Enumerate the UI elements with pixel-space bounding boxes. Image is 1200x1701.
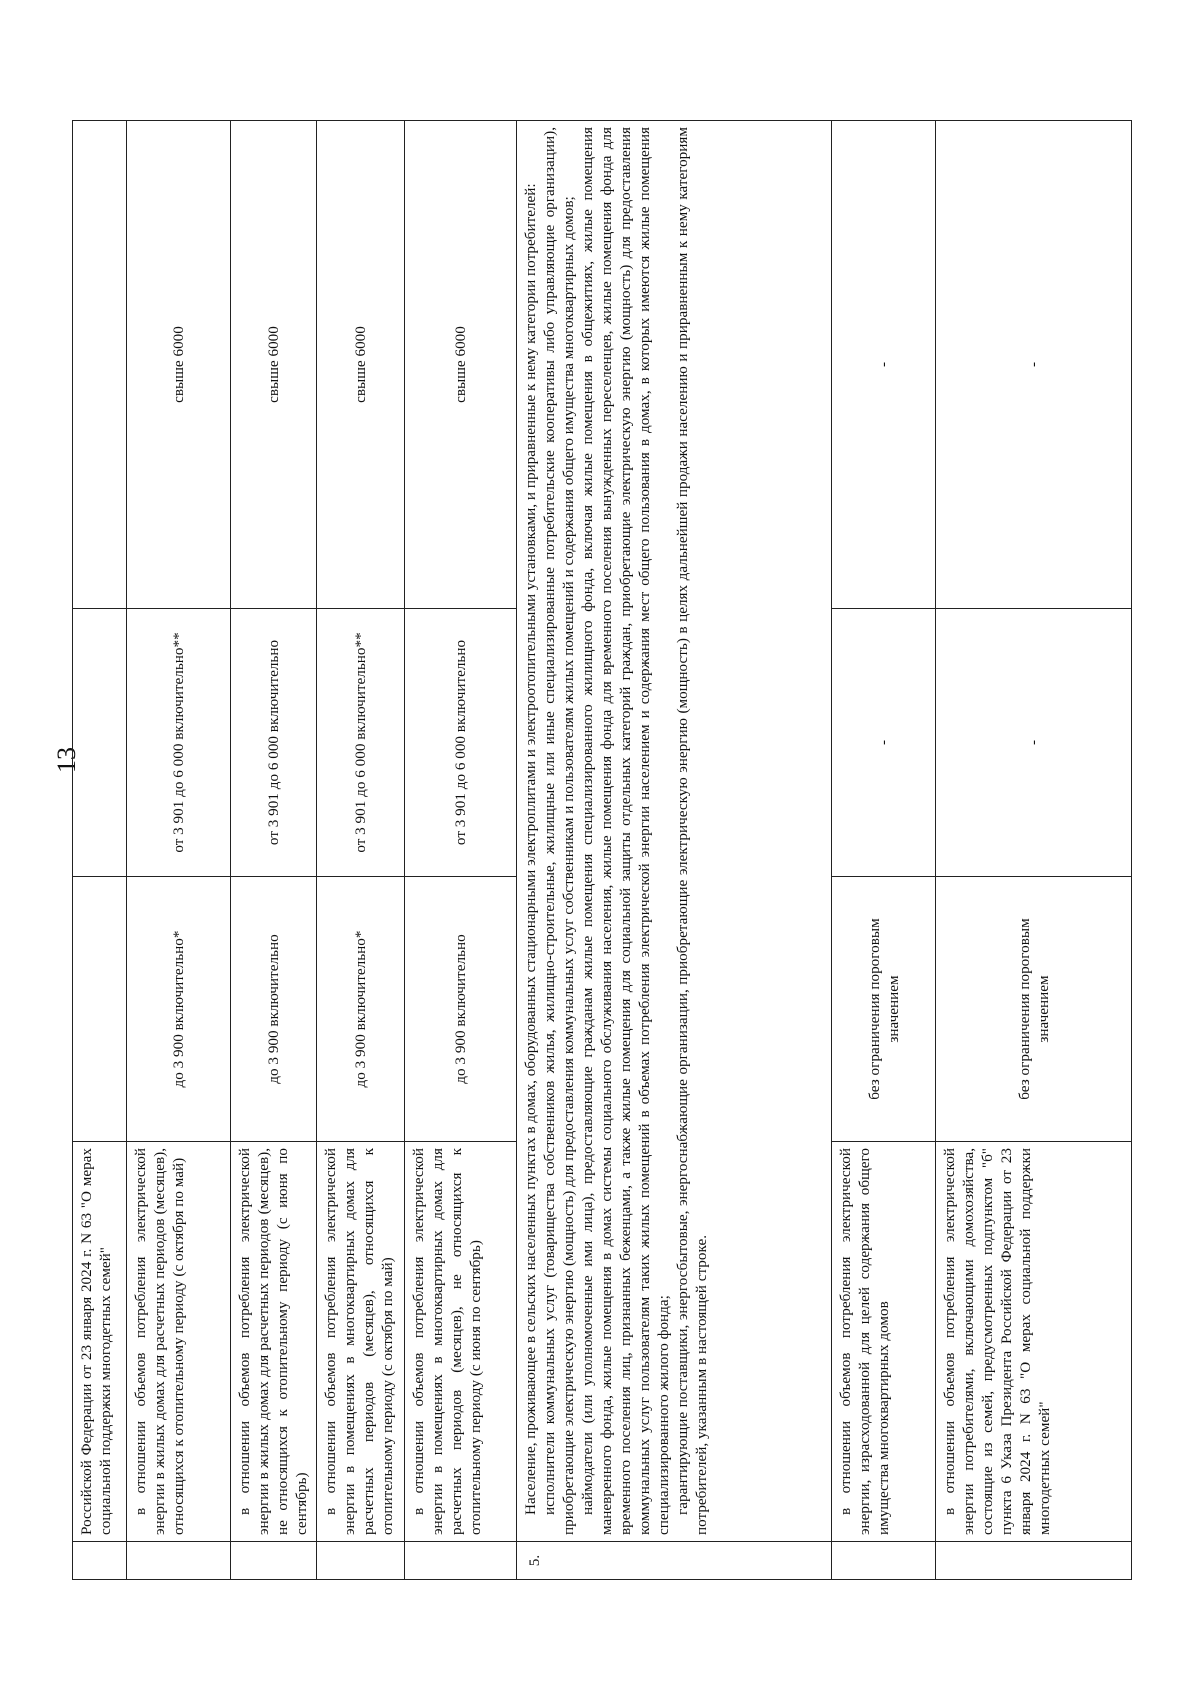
range3-cell: - bbox=[832, 121, 936, 609]
row-desc: в отношении объемов потребления электрической энергии в жилых домах для расчетных периодов (месяцев), не относящихся к отопительному периоду (с июня по сентябрь) bbox=[236, 1148, 310, 1535]
range1-cell: до 3 900 включительно* bbox=[127, 877, 231, 1142]
table-row bbox=[231, 121, 317, 1580]
row-desc-cell bbox=[832, 1142, 936, 1542]
table-row bbox=[832, 121, 936, 1580]
range2-cell: - bbox=[832, 609, 936, 877]
section5-paragraph: гарантирующие поставщики, энергосбытовые, энергоснабжающие организации, приобретающие электрическую энергию (мощность) в целях дальнейшей продажи населению и приравненным к нему категориям потребителей, указанным в настоящей строке. bbox=[674, 127, 710, 1535]
range3-cell: свыше 6000 bbox=[231, 121, 317, 609]
range2-cell: от 3 901 до 6 000 включительно bbox=[405, 609, 517, 877]
table-row bbox=[405, 121, 517, 1580]
row-number-cell bbox=[936, 1542, 1132, 1580]
range3-cell: свыше 6000 bbox=[127, 121, 231, 609]
row-desc-cell bbox=[127, 1142, 231, 1542]
range1-cell: до 3 900 включительно* bbox=[317, 877, 405, 1142]
tariff-table bbox=[72, 120, 1132, 1580]
table-row bbox=[317, 121, 405, 1580]
table-row bbox=[127, 121, 231, 1580]
row-number-cell bbox=[127, 1542, 231, 1580]
section5-paragraph: наймодатели (или уполномоченные ими лица), предоставляющие гражданам жилые помещения специализированного жилищного фонда, включая жилые помещения в общежитиях, жилые помещения маневренного фонда, жилые помещения в домах системы социального обслуживания населения, жилые помещения фонда для временного поселения вынужденных переселенцев, жилые помещения фонда для временного поселения лиц, признанных беженцами, а также жилые помещения для социальной защиты отдельных категорий граждан, приобретающие электрическую энергию (мощность) для предоставления коммунальных услуг пользователям таких жилых помещений в объемах потребления электрической энергии населением и содержания мест общего пользования в домах, в которых имеются жилые помещения специализированного жилого фонда; bbox=[579, 127, 672, 1535]
row-number-cell: 5. bbox=[517, 1542, 832, 1580]
empty-cell bbox=[73, 877, 127, 1142]
row-desc: в отношении объемов потребления электрической энергии потребителями, включающими домохозяйства, состоящие из семей, предусмотренных подпунктом "б" пункта 6 Указа Президента Российской Федерации от 23 января 2024 г. N 63 "О мерах социальной поддержки многодетных семей" bbox=[941, 1148, 1053, 1535]
table-row-intro bbox=[73, 121, 127, 1580]
range1-cell: до 3 900 включительно bbox=[231, 877, 317, 1142]
section5-paragraph: исполнители коммунальных услуг (товарищества собственников жилья, жилищно-строительные, жилищные или иные специализированные потребительские кооперативы либо управляющие организации), приобретающие электрическую энергию (мощность) для предоставления коммунальных услуг собственникам и пользователям жилых помещений и содержания общего имущества многоквартирных домов; bbox=[541, 127, 577, 1535]
row-desc: в отношении объемов потребления электрической энергии в жилых домах для расчетных периодов (месяцев), относящихся к отопительному периоду (с октября по май) bbox=[132, 1148, 187, 1535]
intro-text: Российской Федерации от 23 января 2024 г. N 63 "О мерах социальной поддержки многодетных семей" bbox=[78, 1148, 114, 1535]
section5-text-cell bbox=[517, 121, 832, 1542]
section5-paragraph: Население, проживающее в сельских населенных пунктах в домах, оборудованных стационарными электроплитами и электроотопительными установками, и приравненные к нему категории потребителей: bbox=[522, 183, 539, 1515]
row-number-cell bbox=[231, 1542, 317, 1580]
row-number-cell bbox=[405, 1542, 517, 1580]
row-desc-cell bbox=[936, 1142, 1132, 1542]
empty-cell bbox=[73, 609, 127, 877]
row-desc: в отношении объемов потребления электрической энергии, израсходованной для целей содержания общего имущества многоквартирных домов bbox=[837, 1148, 892, 1535]
row-desc-cell bbox=[231, 1142, 317, 1542]
table-row-section5 bbox=[517, 121, 832, 1580]
range3-cell: свыше 6000 bbox=[317, 121, 405, 609]
range2-cell: от 3 901 до 6 000 включительно** bbox=[317, 609, 405, 877]
row-number-cell bbox=[832, 1542, 936, 1580]
range2-cell: от 3 901 до 6 000 включительно bbox=[231, 609, 317, 877]
row-number-cell bbox=[73, 1542, 127, 1580]
range1-cell: до 3 900 включительно bbox=[405, 877, 517, 1142]
row-number-cell bbox=[317, 1542, 405, 1580]
row-desc-cell bbox=[317, 1142, 405, 1542]
page-number: 13 bbox=[52, 747, 81, 773]
row-desc: в отношении объемов потребления электрической энергии в помещениях в многоквартирных домах для расчетных периодов (месяцев), относящихся к отопительному периоду (с октября по май) bbox=[322, 1148, 396, 1535]
range3-cell: свыше 6000 bbox=[405, 121, 517, 609]
row-desc: в отношении объемов потребления электрической энергии в помещениях в многоквартирных домах для расчетных периодов (месяцев), не относящихся к отопительному периоду (с июня по сентябрь) bbox=[410, 1148, 484, 1535]
range2-cell: от 3 901 до 6 000 включительно** bbox=[127, 609, 231, 877]
row-desc-cell bbox=[405, 1142, 517, 1542]
range1-cell: без ограничения пороговым значением bbox=[936, 877, 1132, 1142]
range2-cell: - bbox=[936, 609, 1132, 877]
range1-cell: без ограничения пороговым значением bbox=[832, 877, 936, 1142]
empty-cell bbox=[73, 121, 127, 609]
range3-cell: - bbox=[936, 121, 1132, 609]
intro-text-cell bbox=[73, 1142, 127, 1542]
rotated-table-container bbox=[72, 120, 1132, 1580]
table-row bbox=[936, 121, 1132, 1580]
